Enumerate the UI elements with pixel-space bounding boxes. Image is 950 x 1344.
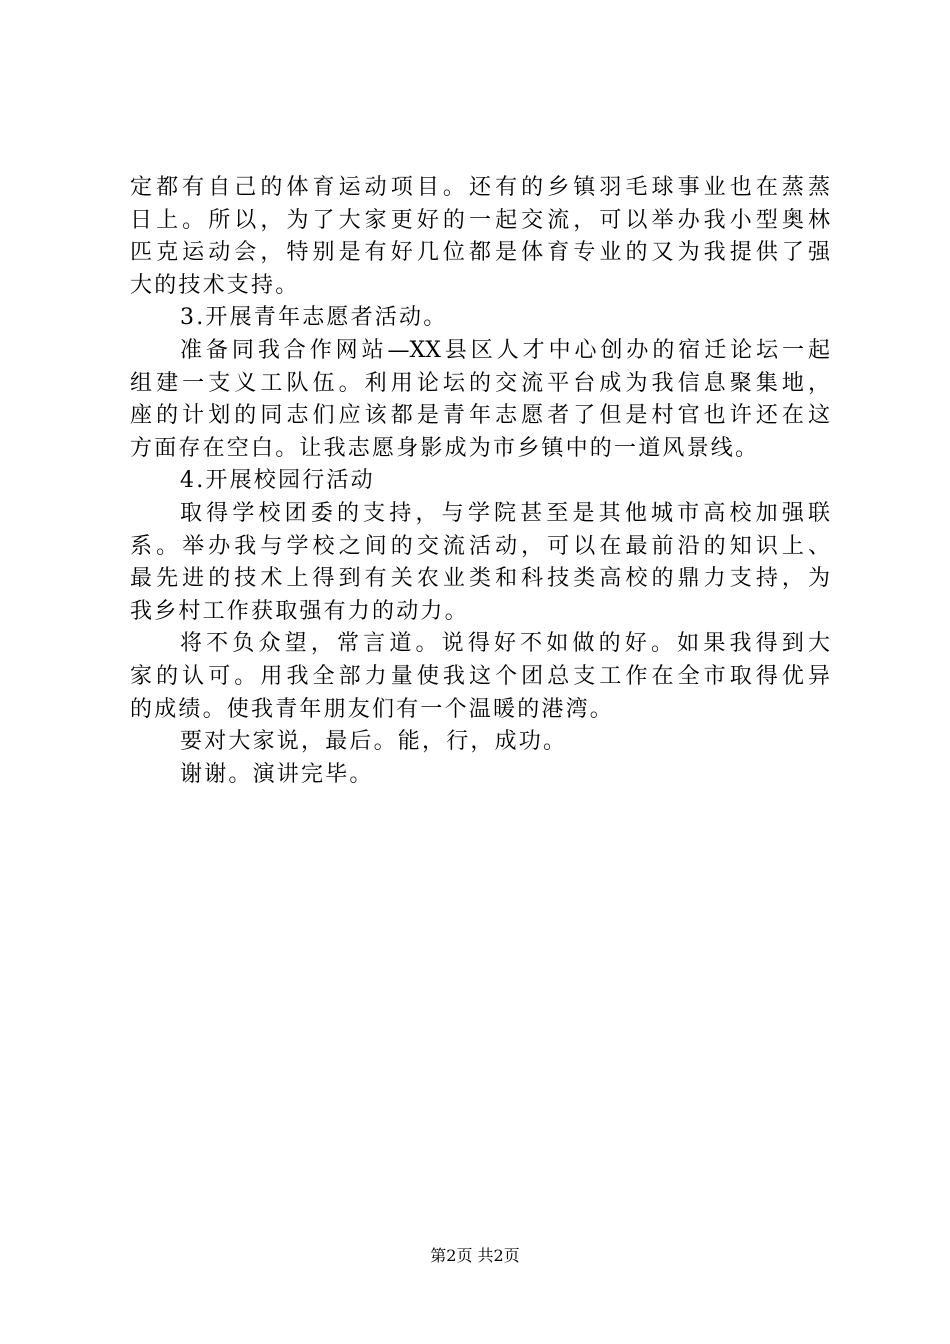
text-line: 谢谢。演讲完毕。 <box>180 761 374 787</box>
section-heading: 3.开展青年志愿者活动。 <box>180 305 448 331</box>
text-line: 的成绩。使我青年朋友们有一个温暖的港湾。 <box>130 696 615 722</box>
text-line: 家的认可。用我全部力量使我这个团总支工作在全市取得优异 <box>130 663 830 689</box>
text-line: 我乡村工作获取强有力的动力。 <box>130 598 469 624</box>
text-line: 方面存在空白。让我志愿身影成为市乡镇中的一道风景线。 <box>130 435 760 461</box>
text-line: 大的技术支持。 <box>130 272 300 298</box>
text-line: 准备同我合作网站—XX县区人才中心创办的宿迁论坛一起 <box>180 337 830 363</box>
text-line: 取得学校团委的支持，与学院甚至是其他城市高校加强联 <box>180 500 830 526</box>
text-line: 要对大家说，最后。能，行，成功。 <box>180 729 568 755</box>
text-line: 座的计划的同志们应该都是青年志愿者了但是村官也许还在这 <box>130 403 830 429</box>
text-line: 将不负众望，常言道。说得好不如做的好。如果我得到大 <box>180 631 830 657</box>
text-line: 日上。所以，为了大家更好的一起交流，可以举办我小型奥林 <box>130 207 830 233</box>
text-line: 匹克运动会，特别是有好几位都是体育专业的又为我提供了强 <box>130 240 830 266</box>
document-body <box>130 172 830 791</box>
text-line: 定都有自己的体育运动项目。还有的乡镇羽毛球事业也在蒸蒸 <box>130 175 830 200</box>
text-line: 最先进的技术上得到有关农业类和科技类高校的鼎力支持，为 <box>130 566 830 592</box>
section-heading: 4.开展校园行活动 <box>180 468 375 494</box>
text-line: 系。举办我与学校之间的交流活动，可以在最前沿的知识上、 <box>130 533 830 559</box>
page-number-footer: 第2页 共2页 <box>430 1246 520 1265</box>
text-line: 组建一支义工队伍。利用论坛的交流平台成为我信息聚集地， <box>130 370 830 396</box>
